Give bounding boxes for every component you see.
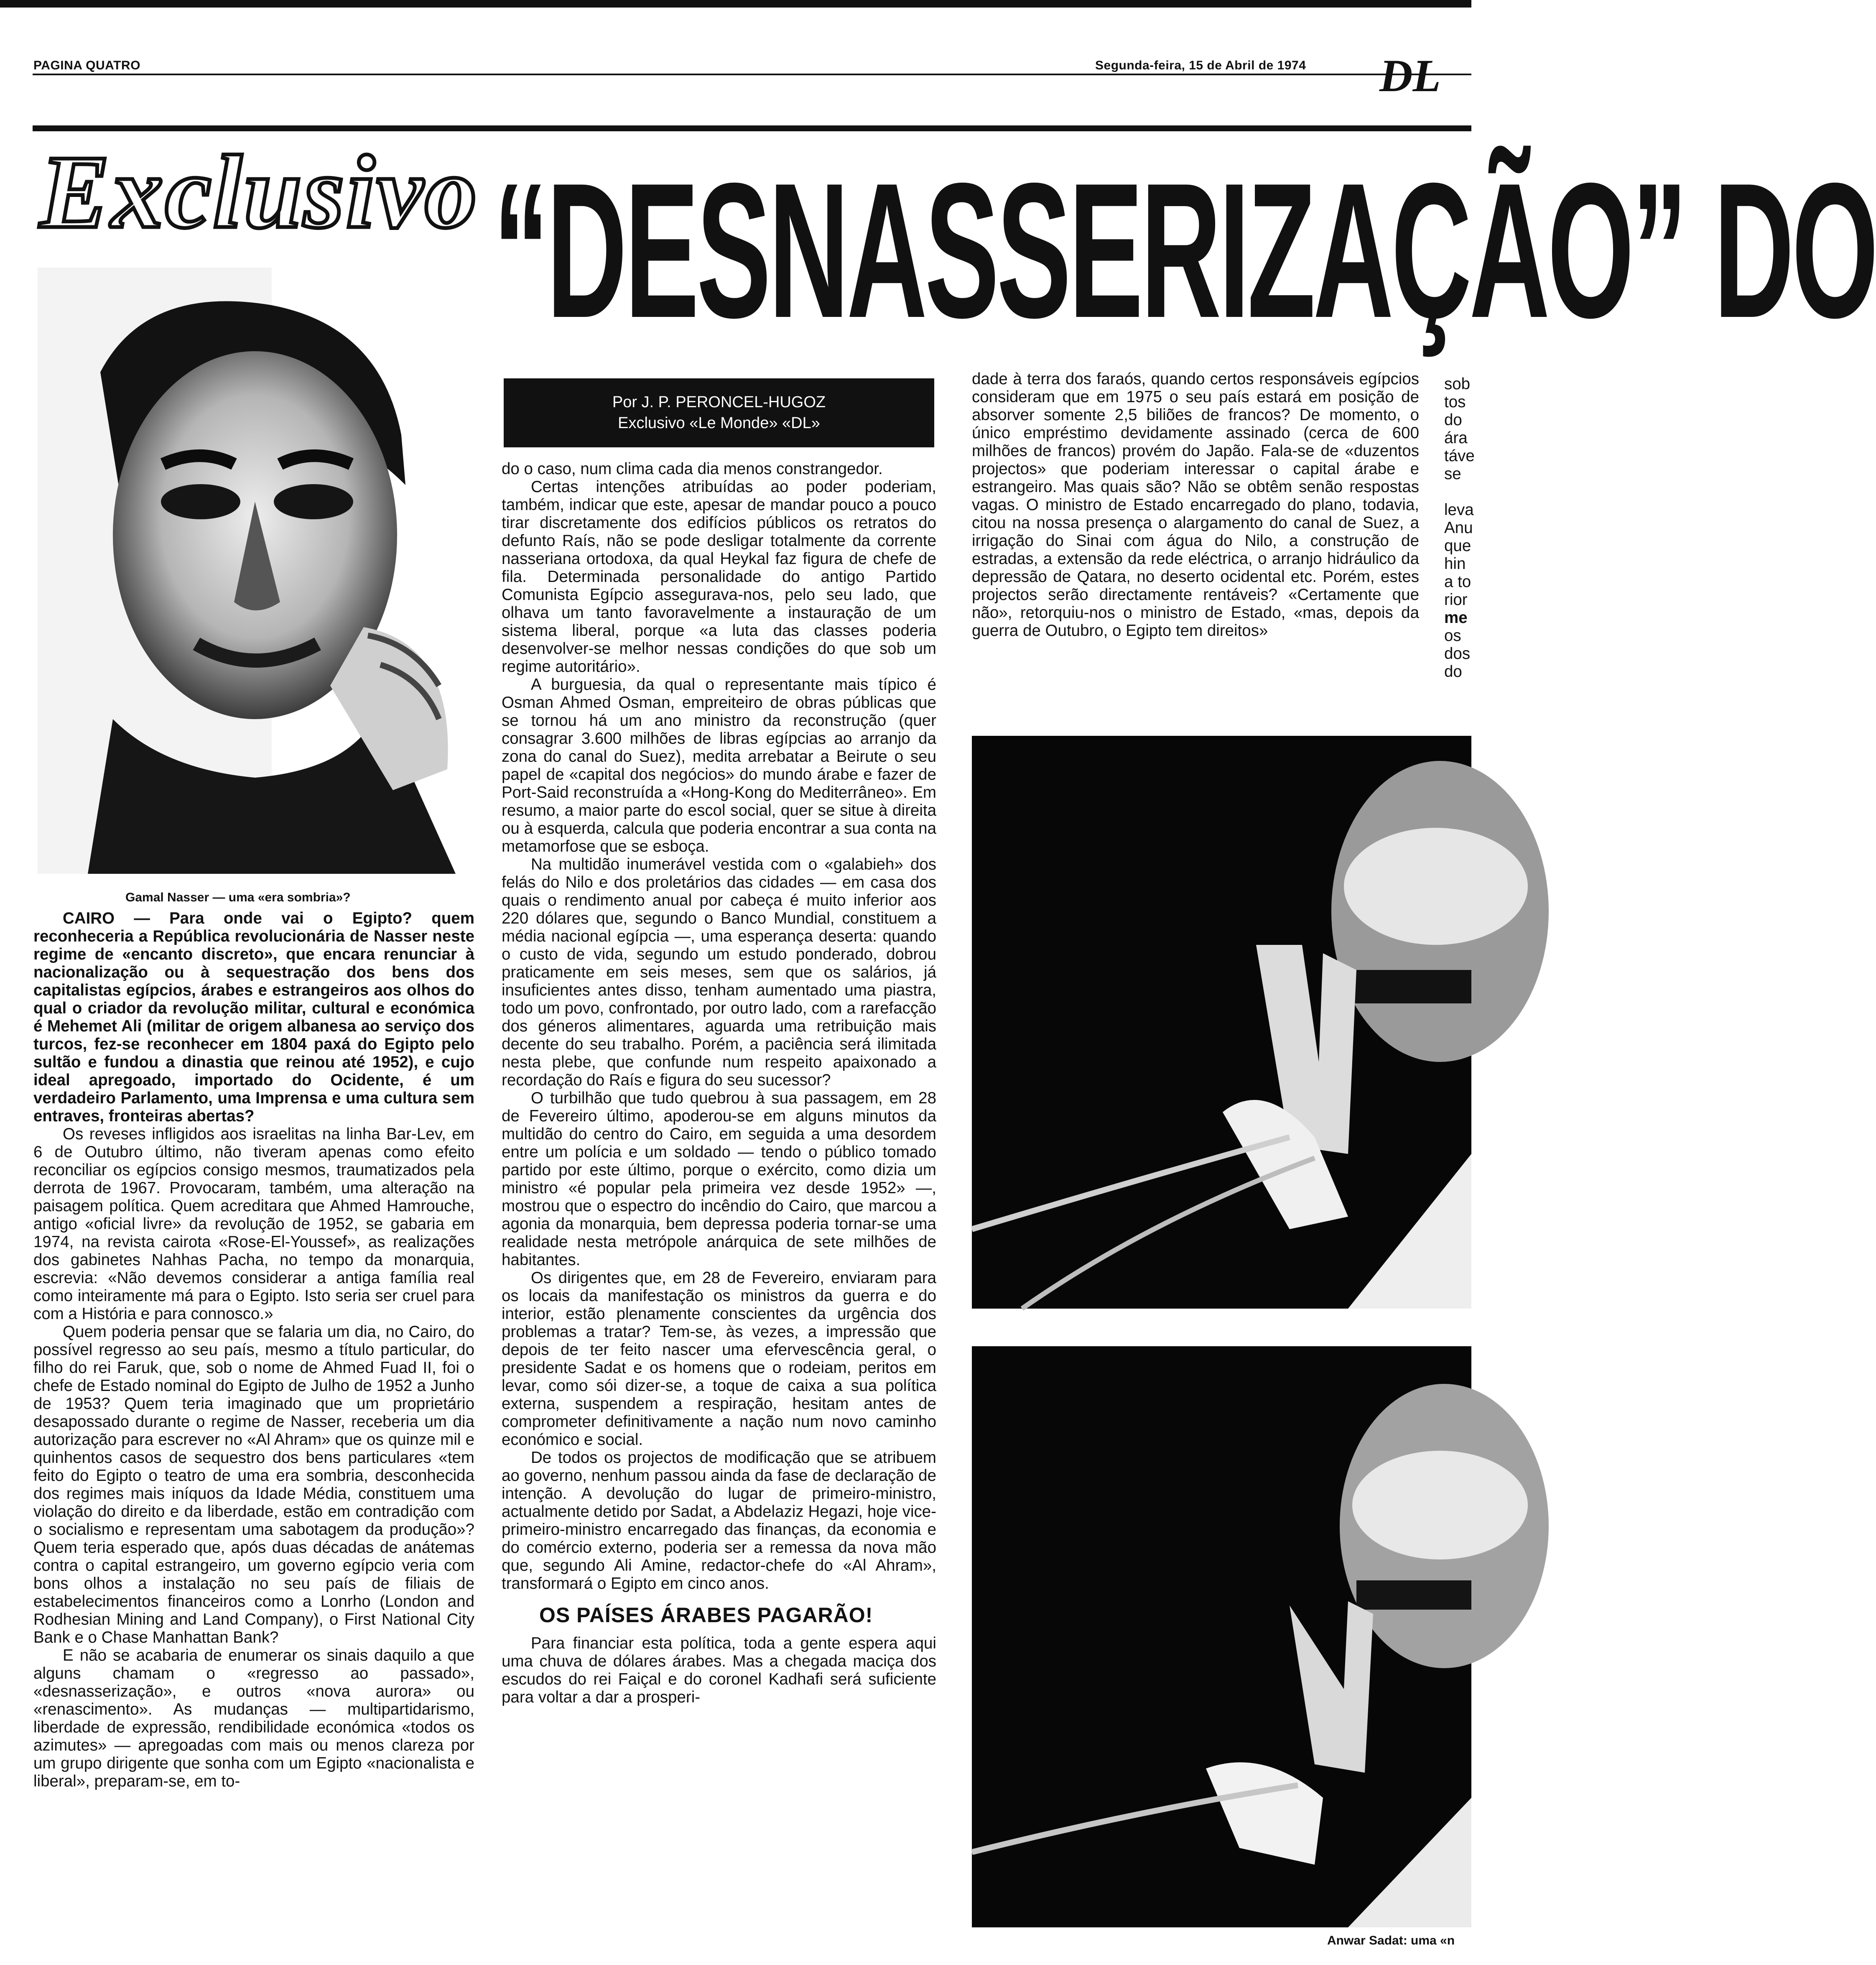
col4-fragment: do [1444, 663, 1462, 681]
headline: “DESNASSERIZAÇÃO” DO [493, 143, 1876, 358]
col4-fragment: sob [1444, 375, 1471, 393]
col1-paragraph: E não se acabaria de enumerar os sinais daquilo a que alguns chamam o «regresso ao passado», «desnasserização», e outros «nova aurora» ou «renascimento». As mudanças — multipartidarismo, liberdade de expressão, rendibilidade económica «todos os azimutes» — apregoadas com mais ou menos clareza por um grupo dirigente que sonha com um Egipto «nacionalista e liberal», preparam-se, em to- [33, 1646, 474, 1790]
sadat-photo-bottom [972, 1346, 1471, 1927]
col4-fragment: táve [1444, 447, 1475, 465]
col2-paragraph: De todos os projectos de modificação que se atribuem ao governo, nenhum passou ainda da fase de declaração de intenção. A devolução do lugar de primeiro-ministro, actualmente detido por Sadat, a Abdelaziz Hegazi, hoje vice-primeiro-ministro encarregado das finanças, da economia e do comércio externo, poderia ser a remessa da nova mão que, segundo Ali Amine, redactor-chefe do «Al Ahram», transformará o Egipto em cinco anos. [502, 1449, 936, 1592]
col4-fragment: dos [1444, 645, 1471, 663]
top-border [0, 0, 1471, 8]
col4-fragment: ára [1444, 429, 1468, 447]
col2-paragraph: A burguesia, da qual o representante mais típico é Osman Ahmed Osman, empreiteiro de obras públicas que se tornou há um ano ministro da reconstrução (quer consagrar 3.600 milhões de libras egípcias ao arranjo da zona do canal do Suez), medita arrebatar a Beirute o seu papel de «capital dos negócios» do mundo árabe e fazer de Port-Said reconstruída a «Hong-Kong do Mediterrâneo». Em resumo, a maior parte do escol social, quer se situe à direita ou à esquerda, calcula que poderia encontrar a sua conta na metamorfose que se esboça. [502, 676, 936, 855]
exclusivo-banner: Exclusivo [40, 134, 479, 250]
col2-paragraph: Na multidão inumerável vestida com o «galabieh» dos felás do Nilo e dos proletários das cidades — em casa dos quais o rendimento anual por cabeça é muito inferior aos 220 dólares que, segundo o Banco Mundial, constituem a média nacional egípcia —, uma esperança deserta: quando o custo de vida, segundo um estudo ponderado, dobrou praticamente em seis meses, sem que os salários, já insuficientes antes disso, tenham aumentado uma piastra, todo um povo, confrontado, por outro lado, com a rarefacção dos géneros alimentares, aguarda uma retribuição mais decente do seu trabalho. Porém, a paciência será ilimitada nesta plebe, que confunde num respeito apaixonado a recordação do Raís e figura do seu sucessor? [502, 855, 936, 1089]
article-column-2 [502, 460, 936, 1948]
byline-author: Por J. P. PERONCEL-HUGOZ [612, 393, 826, 411]
col4-fragment: se [1444, 465, 1461, 483]
col2-paragraph: Os dirigentes que, em 28 de Fevereiro, enviaram para os locais da manifestação os ministros da guerra e do interior, estão plenamente conscientes da urgência dos problemas a tratar? Tem-se, às vezes, a impressão que depois de ter feito nascer uma efervescência geral, o presidente Sadat e os homens que o rodeiam, peritos em levar, como sói dizer-se, a toque de caixa a sua política externa, suspendem a respiração, hesitam antes de comprometer definitivamente a nação num novo caminho económico e social. [502, 1269, 936, 1449]
subheading: OS PAÍSES ÁRABES PAGARÃO! [539, 1603, 873, 1627]
col4-fragment: que [1444, 537, 1471, 555]
nasser-photo [38, 268, 477, 874]
sadat-caption: Anwar Sadat: uma «n [1327, 1934, 1455, 1947]
article-column-3 [972, 370, 1419, 730]
article-column-1 [33, 909, 474, 1946]
sadat-photo-top [972, 736, 1471, 1309]
col4-fragment: me [1444, 609, 1468, 627]
byline-source: Exclusivo «Le Monde» «DL» [618, 414, 820, 432]
col4-fragment: a to [1444, 573, 1471, 591]
col4-fragment: rior [1444, 591, 1468, 609]
col1-paragraph: Quem poderia pensar que se falaria um dia, no Cairo, do possível regresso ao seu país, mesmo a título particular, do filho do rei Faruk, que, sob o nome de Ahmed Fuad II, foi o chefe de Estado nominal do Egipto de Julho de 1952 a Junho de 1953? Quem teria imaginado que um proprietário desapossado durante o regime de Nasser, receberia um dia autorização para escrever no «Al Ahram» que os quinze mil e quinhentos casos de sequestro dos bens particulares «tem feito do Egipto o teatro de uma era sombria, desconhecida dos regimes mais iníquos da Idade Média, constituem uma violação do direito e da liberdade, estão em contradição com o socialismo e representam uma sabotagem da produção»? Quem teria esperado que, após duas décadas de anátemas contra o capital estrangeiro, um governo egípcio veria com bons olhos a instalação no seu país de filiais de estabelecimentos financeiros como a Lonrho (London and Rodhesian Mining and Land Company), o First National City Bank e o Chase Manhattan Bank? [33, 1323, 474, 1646]
col1-paragraph: CAIRO — Para onde vai o Egipto? quem reconheceria a República revolucionária de Nasser neste regime de «encanto discreto», que encara renunciar à nacionalização ou à sequestração dos bens dos capitalistas egípcios, árabes e estrangeiros aos olhos do qual o criador da revolução militar, cultural e económica é Mehemet Ali (militar de origem albanesa ao serviço dos turcos, fez-se reconhecer em 1804 paxá do Egipto pelo sultão e fundou a dinastia que reinou até 1952), e cujo ideal apregoado, importado do Ocidente, é um verdadeiro Parlamento, uma Imprensa e uma cultura sem entraves, fronteiras abertas? [33, 909, 474, 1125]
col2-paragraph: do o caso, num clima cada dia menos constrangedor. [502, 460, 883, 478]
issue-date: Segunda-feira, 15 de Abril de 1974 [1095, 59, 1306, 72]
page-label: PAGINA QUATRO [33, 59, 140, 72]
col1-paragraph: Os reveses infligidos aos israelitas na linha Bar-Lev, em 6 de Outubro último, não tiveram apenas como efeito reconciliar os egípcios consigo mesmos, traumatizados pela derrota de 1967. Provocaram, também, uma alteração na paisagem política. Quem acreditara que Ahmed Hamrouche, antigo «oficial livre» da revolução de 1952, se gabaria em 1974, na revista cairota «Rose-El-Youssef», as realizações dos gabinetes Nahhas Pacha, no tempo da monarquia, escrevia: «Não devemos considerar a antiga família real como inteiramente má para o Egipto. Isto seria ser cruel para com a História e para connosco.» [33, 1125, 474, 1323]
col2-paragraph: Para financiar esta política, toda a gente espera aqui uma chuva de dólares árabes. Mas a chegada maciça dos escudos do rei Faiçal e do coronel Kadhafi será suficiente para voltar a dar a prosperi- [502, 1634, 936, 1706]
col2-paragraph: O turbilhão que tudo quebrou à sua passagem, em 28 de Fevereiro último, apoderou-se em alguns minutos da multidão do centro do Cairo, em seguida a uma desordem entre um polícia e um soldado — tendo o público tomado partido por este último, porque o exército, como dizia um ministro «é popular pela primeira vez desde 1952» —, mostrou que o espectro do incêndio do Cairo, que marcou a agonia da monarquia, bem depressa poderia tornar-se uma realidade nesta metrópole anárquica de sete milhões de habitantes. [502, 1089, 936, 1269]
col4-fragment: os [1444, 627, 1461, 645]
col4-fragment: hin [1444, 555, 1466, 573]
newspaper-logo: DL [1379, 50, 1441, 101]
section-rule [33, 125, 1471, 131]
col4-fragment: Anu [1444, 519, 1473, 537]
col3-paragraph: dade à terra dos faraós, quando certos responsáveis egípcios consideram que em 1975 o seu país estará em posição de absorver somente 2,5 biliões de francos? De momento, o único empréstimo devidamente assinado (cerca de 600 milhões de francos) provém do Japão. Fala-se de «duzentos projectos» que poderiam interessar o capital árabe e estrangeiro. Mas quais são? Não se obtêm senão respostas vagas. O ministro de Estado encarregado do plano, todavia, citou na nossa presença o alargamento do canal de Suez, a irrigação do Sinai com água do Nilo, a construção de estradas, a extensão da rede eléctrica, o arranjo hidráulico da depressão de Qatara, no deserto ocidental etc. Porém, estes projectos serão directamente rentáveis? «Certamente que não», retorquiu-nos o ministro de Estado, «mas, depois da guerra de Outubro, o Egipto tem direitos» [972, 370, 1419, 640]
col4-fragment: do [1444, 411, 1462, 429]
col2-paragraph: Certas intenções atribuídas ao poder poderiam, também, indicar que este, apesar de mandar pouco a pouco tirar discretamente dos edifícios públicos os retratos do defunto Raís, não se pode desligar totalmente da corrente nasseriana ortodoxa, da qual Heykal faz figura de chefe de fila. Determinada personalidade do antigo Partido Comunista Egípcio assegurava-nos, pelo seu lado, que olhava um tanto favoravelmente a instauração de um sistema liberal, porque «a luta das classes poderia desenvolver-se melhor nessas condições do que sob um regime autoritário». [502, 478, 936, 676]
header-underline [33, 74, 1471, 75]
byline-box [504, 378, 934, 447]
col4-fragment: leva [1444, 501, 1474, 519]
col4-fragment: tos [1444, 393, 1466, 411]
nasser-caption: Gamal Nasser — uma «era sombria»? [125, 891, 351, 904]
